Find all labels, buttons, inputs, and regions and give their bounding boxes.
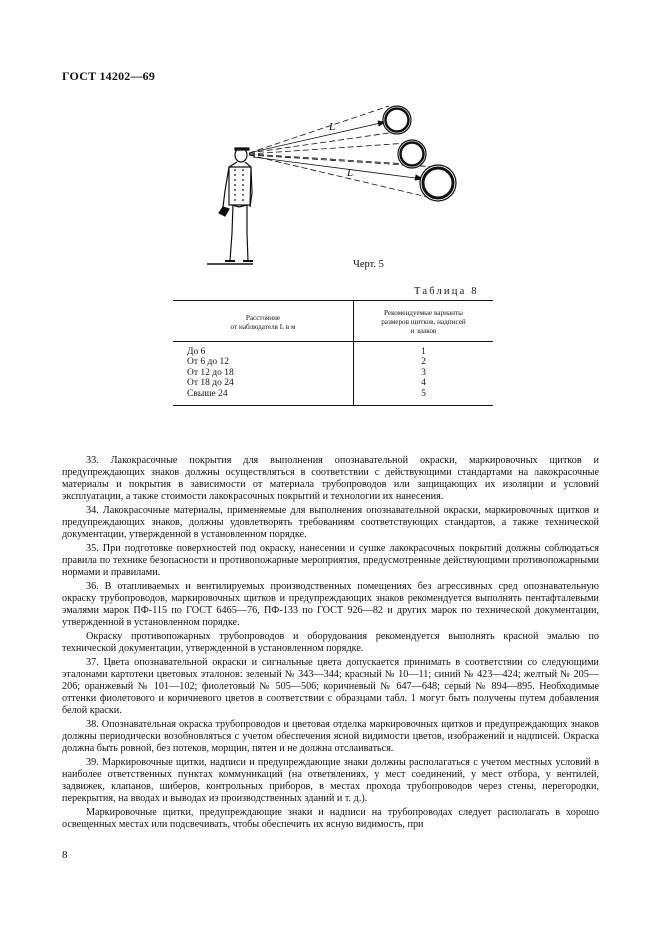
table-label: Таблица 8: [414, 286, 479, 297]
table-row: [173, 357, 493, 367]
body-text: [62, 455, 599, 833]
column-header-variant-text: Рекомендуемые варианты размеров щитков, надписей и знаков: [381, 309, 466, 335]
figure-caption: Черт. 5: [353, 259, 384, 270]
column-header-distance: [173, 301, 354, 342]
table-row: [173, 368, 493, 378]
distance-cell: От 18 до 24: [187, 378, 234, 389]
paragraph-33: 33. Лакокрасочные покрытия для выполнения опознавательной окраски, маркировочных щитков и предупреждающих знаков должны осуществляться в соответствии с действующими стандартами на лакокрасочные материалы и покрытия в зависимости от материала трубопроводов или защищающих их изоляции и условий эксплуатации, а также стоимости лакокрасочных покрытий и технологии их нанесения.: [62, 455, 599, 502]
table-row: [173, 342, 493, 358]
table-row: [173, 378, 493, 388]
table-row: [173, 389, 493, 406]
distance-label-upper: L: [329, 121, 336, 133]
variant-cell: 1: [354, 342, 494, 358]
paragraph-36-fire: Окраску противопожарных трубопроводов и оборудования рекомендуется выполнять красной эмалью по технической документации, утвержденной в установленном порядке.: [62, 631, 599, 654]
paragraph-35: 35. При подготовке поверхностей под окраску, нанесении и сушке лакокрасочных покрытий должны соблюдаться правила по технике безопасности и противопожарные мероприятия, предусмотренные действующими противопожарными нормами и правилами.: [62, 543, 599, 578]
variant-cell: 2: [354, 357, 494, 367]
page-number: 8: [62, 849, 68, 861]
distance-label-lower: L: [347, 167, 354, 179]
distance-cell: От 6 до 12: [187, 357, 229, 368]
distance-cell: До 6: [187, 347, 206, 357]
sign-discs: [383, 106, 456, 201]
paragraph-34: 34. Лакокрасочные материалы, применяемые для выполнения опознавательной окраски, маркировочных щитков и предупреждающих знаков, должны удовлетворять требованиям соответствующих стандартов, а также технической документации, утвержденной в установленном порядке.: [62, 505, 599, 540]
variant-cell: 3: [354, 368, 494, 378]
distance-cell: От 12 до 18: [187, 367, 234, 378]
distance-size-table: [173, 300, 493, 406]
column-header-variant: [354, 301, 494, 342]
paragraph-38: 38. Опознавательная окраска трубопроводов и цветовая отделка маркировочных щитков и предупреждающих знаков должны периодически возобновляться с учетом обеспечения ясной видимости цветов, изображений и надписей. Окраска должна быть ровной, без потеков, морщин, пятен и не должна отслаиваться.: [62, 719, 599, 754]
variant-cell: 5: [354, 389, 494, 406]
paragraph-36: 36. В отапливаемых и вентилируемых производственных помещениях без агрессивных сред опознавательную окраску трубопроводов, маркировочных щитков и предупреждающих знаков рекомендуется выполнять пентафталевыми эмалями марок ПФ-115 по ГОСТ 6465—76, ПФ-133 по ГОСТ 926—82 и других марок по технической документации, утвержденной в установленном порядке.: [62, 581, 599, 628]
observer-figure: [219, 148, 253, 261]
paragraph-37: 37. Цвета опознавательной окраски и сигнальные цвета допускается принимать в соответствии со следующими эталонами картотеки цветовых эталонов: зеленый № 343—344; красный № 10—11; синий № 423—424; желтый № 205—206; оранжевый № 101—102; фиолетовый № 505—506; коричневый № 647—648; серый № 894—895. Необходимые оттенки фиолетового и коричневого цветов в соответствии с образцами табл. 1 могут быть получены путем добавления белой краски.: [62, 657, 599, 716]
variant-cell: 4: [354, 378, 494, 388]
column-header-distance-text: Расстояние от наблюдателя L в м: [230, 313, 296, 331]
paragraph-39: 39. Маркировочные щитки, надписи и предупреждающие знаки должны располагаться с учетом местных условий в наиболее ответственных пунктах коммуникаций (на ответвлениях, у мест соединений, у мест отбора, у вентилей, задвижек, клапанов, шиберов, контрольных приборов, в местах прохода трубопроводов через стены, перегородки, перекрытия, на вводах и выводах из производственных зданий и т. д.).: [62, 757, 599, 804]
paragraph-39-continued: Маркировочные щитки, предупреждающие знаки и надписи на трубопроводах следует располагать в хорошо освещенных местах или подсвечивать, чтобы обеспечить их ясную видимость, при: [62, 807, 599, 830]
document-header: ГОСТ 14202—69: [62, 69, 156, 83]
observer-sightline-figure: [195, 95, 475, 275]
distance-cell: Свыше 24: [173, 389, 354, 406]
